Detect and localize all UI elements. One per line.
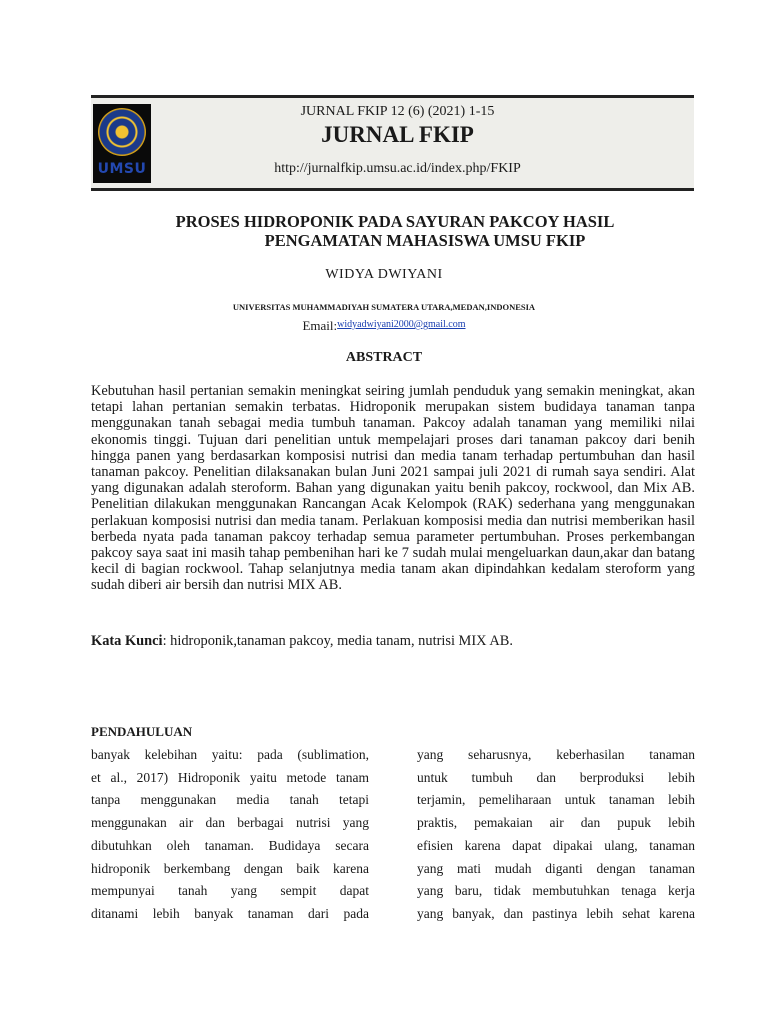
journal-citation: JURNAL FKIP 12 (6) (2021) 1-15 (300, 104, 495, 119)
abstract-heading: ABSTRACT (345, 350, 423, 365)
paper-title (100, 212, 690, 250)
text-line: dibutuhkan oleh tanaman. Budidaya secara (91, 837, 369, 853)
text-line: yang mati mudah diganti dengan tanaman (417, 860, 695, 876)
email-link[interactable]: widyadwiyani2000@gmail.com (337, 319, 466, 330)
text-line: efisien karena dapat dipakai ulang, tanaman (417, 837, 695, 853)
text-line: terjamin, pemeliharaan untuk tanaman lebih (417, 792, 695, 808)
keywords (91, 633, 695, 649)
text-line: banyak kelebihan yaitu: pada (sublimation, (91, 747, 369, 762)
text-line: menggunakan air dan berbagai nutrisi yang (91, 815, 369, 831)
abstract-body: Kebutuhan hasil pertanian semakin meningkat seiring jumlah penduduk yang semakin meningkat, akan tetapi lahan pertanian semakin terbatas. Hidroponik merupakan sistem budidaya tanaman tanpa menggunakan tanah sebagai media tumbuh tanaman. Pakcoy adalah tanaman yang memiliki nilai ekonomis tinggi. Tujuan dari penelitian untuk mempelajari proses dari tanaman pakcoy dari benih hingga panen yang berdasarkan komposisi nutrisi dan media tanam terhadap pertumbuhan dan hasil tanaman pakcoy. Penelitian dilaksanakan bulan Juni 2021 sampai juli 2021 di rumah saya sendiri. Alat yang digunakan adalah steroform. Bahan yang digunakan yaitu benih pakcoy, rockwool, dan Mix AB. Penelitian dilakukan menggunakan Rancangan Acak Kelompok (RAK) sederhana yang menggunakan perlakuan komposisi nutrisi dan media tanam. Perlakuan komposisi media dan nutrisi memberikan hasil berbeda nyata pada tanaman pakcoy terhadap semua parameter pertumbuhan. Proses perkembangan pakcoy saya saat ini masih tahap pembenihan hari ke 7 sudah mulai mengeluarkan daun,akar dan batang kecil di bagian rockwool. Tahap selanjutnya media tanam akan dipindahkan kedalam steroform yang sudah diberi air bersih dan nutrisi MIX AB. (91, 383, 695, 594)
text-line: ditanami lebih banyak tanaman dari pada (91, 905, 369, 921)
text-line: praktis, pemakaian air dan pupuk lebih (417, 815, 695, 831)
email-row (0, 318, 768, 334)
text-line: yang baru, tidak membutuhkan tenaga kerja (417, 883, 695, 899)
text-line: et al., 2017) Hidroponik yaitu metode tanam (91, 769, 369, 785)
intro-right-column (417, 744, 695, 926)
journal-header (91, 95, 694, 191)
paper-title-line-2: PENGAMATAN MAHASISWA UMSU FKIP (264, 231, 586, 250)
text-line: hidroponik berkembang dengan baik karena (91, 860, 369, 876)
text-line: untuk tumbuh dan berproduksi lebih (417, 769, 695, 785)
keywords-text: : hidroponik,tanaman pakcoy, media tanam, nutrisi MIX AB. (162, 633, 513, 649)
logo-text: UMSU (97, 161, 147, 177)
text-line: tanpa menggunakan media tanah tetapi (91, 792, 369, 808)
author-name: WIDYA DWIYANI (325, 267, 443, 282)
author-affiliation: UNIVERSITAS MUHAMMADIYAH SUMATERA UTARA,MEDAN,INDONESIA (232, 302, 536, 312)
email-label: Email: (302, 318, 338, 333)
paper-title-line-1: PROSES HIDROPONIK PADA SAYURAN PAKCOY HASIL (175, 212, 615, 231)
journal-title: JURNAL FKIP (321, 122, 474, 147)
text-line: yang banyak, dan pastinya lebih sehat karena (417, 905, 695, 921)
intro-left-column (91, 744, 369, 926)
text-line: mempunyai tanah yang sempit dapat (91, 883, 369, 899)
text-line: yang seharusnya, keberhasilan tanaman (417, 747, 695, 762)
section-heading-introduction: PENDAHULUAN (91, 724, 193, 739)
journal-url-link[interactable]: http://jurnalfkip.umsu.ac.id/index.php/FKIP (274, 161, 521, 176)
keywords-label: Kata Kunci (91, 633, 163, 649)
